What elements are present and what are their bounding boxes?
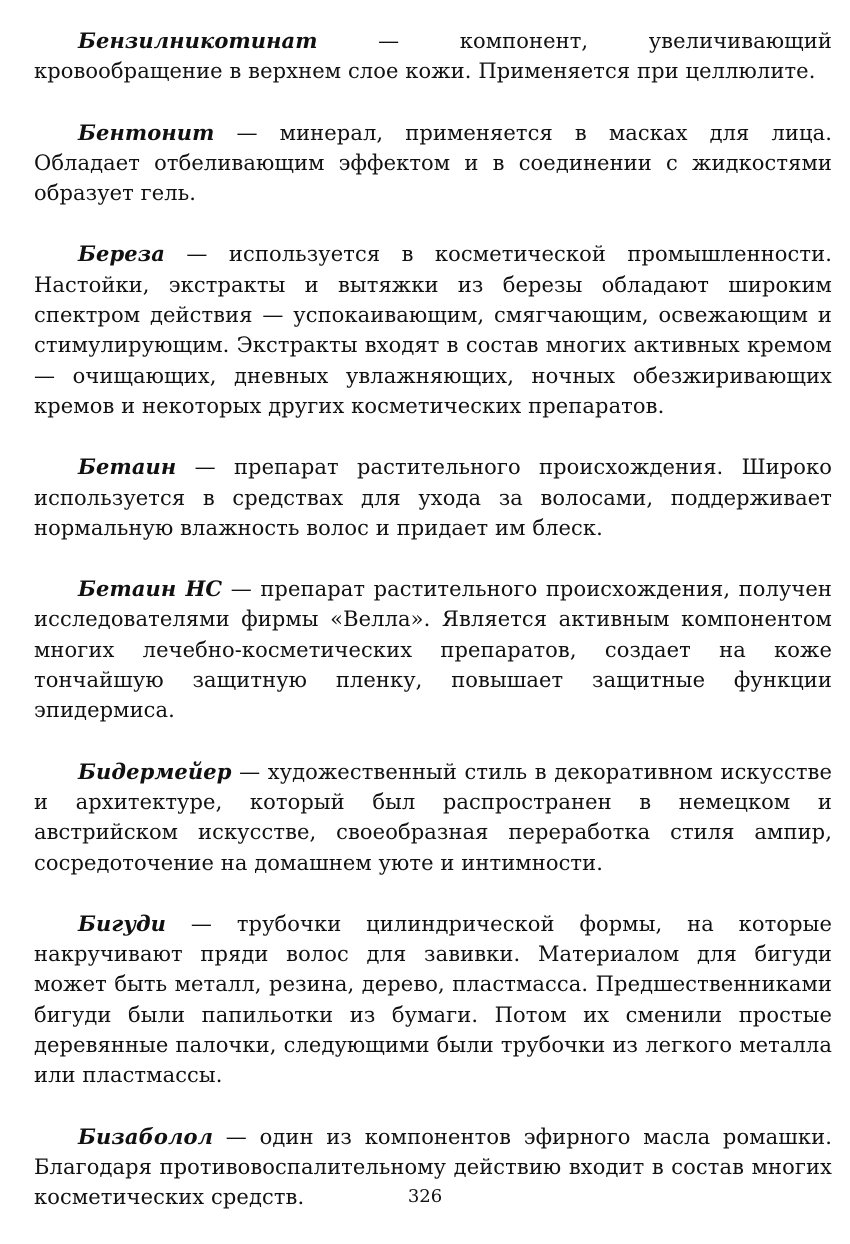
entry-definition: — трубочки цилиндрической формы, на которые накручивают пряди волос для завивки. Материалом для бигуди может быть металл, резина, дерево, пластмасса. Предшественниками бигуди были папильотки из бумаги. Потом их сменили простые деревянные палочки, следующими были трубочки из легкого металла или пластмассы. xyxy=(34,911,832,1088)
entry-term: Бизаболол xyxy=(78,1123,214,1149)
entry-term: Бидермейер xyxy=(78,758,232,784)
entry-term: Бетаин xyxy=(78,454,177,480)
entry-birch xyxy=(34,239,832,421)
entry-term: Бензилникотинат xyxy=(78,28,318,53)
entry-term: Береза xyxy=(78,241,165,267)
dictionary-page xyxy=(34,26,832,1244)
entry-curlers xyxy=(34,909,832,1091)
page-number: 326 xyxy=(407,1186,443,1207)
entry-term: Бетаин НС xyxy=(78,576,223,602)
entry-biedermeier xyxy=(34,757,832,878)
entry-definition: — препарат растительного происхождения. Широко используется в средствах для ухода за волосами, поддерживает нормальную влажность волос и придает им блеск. xyxy=(34,455,832,540)
entry-definition: — используется в косметической промышленности. Настойки, экстракты и вытяжки из березы обладают широким спектром действия — успокаивающим, смягчающим, освежающим и стимулирующим. Экстракты входят в состав многих активных кремом — очищающих, дневных увлажняющих, ночных обезжиривающих кремов и некоторых других косметических препаратов. xyxy=(34,242,833,418)
entry-bentonite xyxy=(34,118,832,209)
entry-definition: — один из компонентов эфирного масла ромашки. Благодаря противовоспалительному действию входит в состав многих косметических средств. xyxy=(34,1124,832,1210)
entry-definition: — художественный стиль в декоративном искусстве и архитектуре, который был распространен в немецком и австрийском искусстве, своеобразная переработка стиля ампир, сосредоточение на домашнем уюте и интимности. xyxy=(34,759,832,875)
entry-definition: — компонент, увеличивающий кровообращение в верхнем слое кожи. Применяется при целлюлите. xyxy=(34,29,832,84)
entry-term: Бигуди xyxy=(78,910,167,936)
entry-betaine xyxy=(34,452,832,543)
entry-betaine-hc xyxy=(34,574,832,725)
entry-definition: — минерал, применяется в масках для лица. Обладает отбеливающим эффектом и в соединении с жидкостями образует гель. xyxy=(34,120,832,206)
entry-benzylnicotinate xyxy=(34,26,832,87)
entry-definition: — препарат растительного происхождения, получен исследователями фирмы «Велла». Является активным компонентом многих лечебно-косметических препаратов, создает на коже тончайшую защитную пленку, повышает защитные функции эпидермиса. xyxy=(34,577,832,723)
entry-term: Бентонит xyxy=(78,119,215,145)
